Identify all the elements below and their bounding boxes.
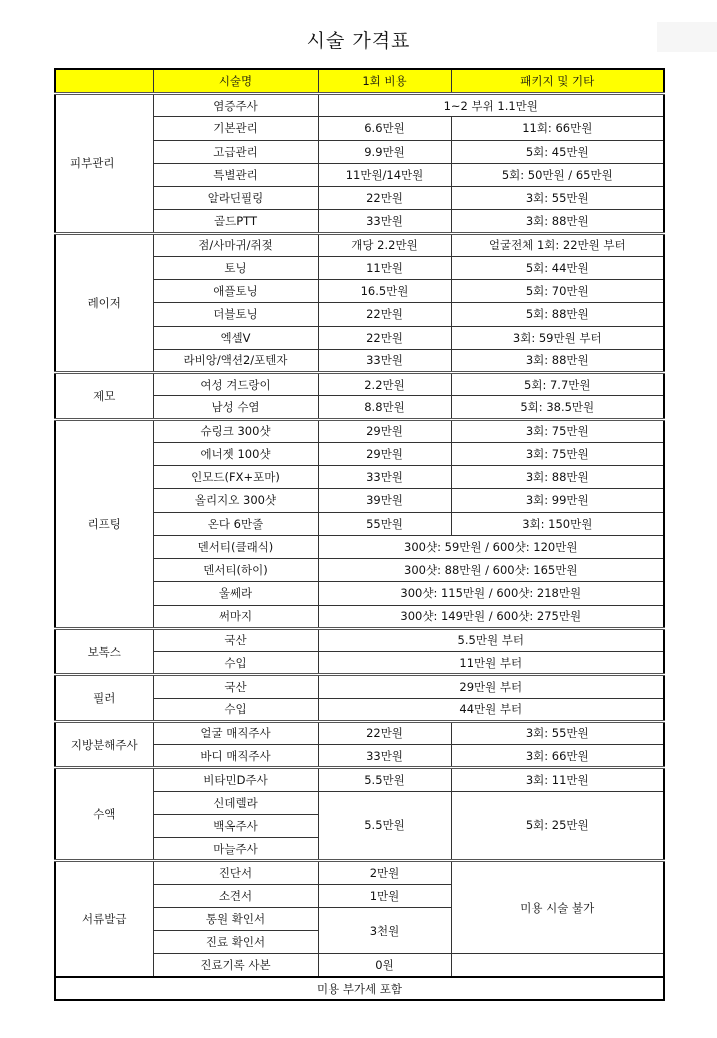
item-price: 22만원 [318, 303, 451, 326]
docs-note: 미용 시술 불가 [451, 861, 664, 954]
category-documents: 서류발급 [55, 861, 153, 977]
category-filler: 필러 [55, 675, 153, 722]
item-name: 통원 확인서 [153, 907, 318, 930]
item-price: 9.9만원 [318, 140, 451, 163]
item-name: 토닝 [153, 256, 318, 279]
header-name: 시술명 [153, 69, 318, 94]
table-row [55, 419, 664, 442]
item-name: 염증주사 [153, 94, 318, 117]
group-price: 5.5만원 [318, 791, 451, 861]
price-table [54, 68, 665, 1001]
item-name: 슈링크 300샷 [153, 419, 318, 442]
vat-note: 미용 부가세 포함 [55, 977, 664, 1000]
item-merged: 5.5만원 부터 [318, 628, 664, 651]
item-price: 22만원 [318, 326, 451, 349]
table-row [55, 675, 664, 698]
item-price: 2만원 [318, 861, 451, 884]
item-price: 22만원 [318, 187, 451, 210]
item-name: 올리지오 300샷 [153, 489, 318, 512]
item-name: 바디 매직주사 [153, 745, 318, 768]
item-name: 고급관리 [153, 140, 318, 163]
corner-shade [657, 22, 717, 52]
item-name: 라비앙/액션2/포텐자 [153, 349, 318, 372]
item-merged: 300샷: 88만원 / 600샷: 165만원 [318, 559, 664, 582]
item-price: 33만원 [318, 349, 451, 372]
table-header-row [55, 69, 664, 94]
item-name: 국산 [153, 628, 318, 651]
item-package: 3회: 75만원 [451, 419, 664, 442]
item-name: 진료 확인서 [153, 931, 318, 954]
group-price: 3천원 [318, 907, 451, 954]
item-name: 에너젯 100샷 [153, 442, 318, 465]
category-laser: 레이저 [55, 233, 153, 373]
item-price: 33만원 [318, 466, 451, 489]
table-row [55, 94, 664, 117]
item-price: 2.2만원 [318, 373, 451, 396]
item-price: 29만원 [318, 419, 451, 442]
item-package: 5회: 45만원 [451, 140, 664, 163]
item-name: 점/사마귀/쥐젖 [153, 233, 318, 256]
category-iv: 수액 [55, 768, 153, 861]
item-price: 29만원 [318, 442, 451, 465]
item-name: 비타민D주사 [153, 768, 318, 791]
item-package: 3회: 66만원 [451, 745, 664, 768]
item-merged: 29만원 부터 [318, 675, 664, 698]
item-price: 5.5만원 [318, 768, 451, 791]
item-package: 3회: 88만원 [451, 466, 664, 489]
header-category [55, 69, 153, 94]
item-price: 55만원 [318, 512, 451, 535]
item-package: 5회: 88만원 [451, 303, 664, 326]
item-name: 기본관리 [153, 117, 318, 140]
category-botox: 보톡스 [55, 628, 153, 675]
header-package: 패키지 및 기타 [451, 69, 664, 94]
item-price: 16.5만원 [318, 280, 451, 303]
item-name: 덴서티(하이) [153, 559, 318, 582]
item-name: 여성 겨드랑이 [153, 373, 318, 396]
item-price: 33만원 [318, 210, 451, 233]
item-package: 3회: 11만원 [451, 768, 664, 791]
table-row [55, 373, 664, 396]
table-row [55, 768, 664, 791]
item-package: 5회: 70만원 [451, 280, 664, 303]
item-name: 덴서티(클래식) [153, 535, 318, 558]
item-name: 신데렐라 [153, 791, 318, 814]
category-lifting: 리프팅 [55, 419, 153, 628]
item-name: 울쎄라 [153, 582, 318, 605]
table-row [55, 233, 664, 256]
category-skin: 피부관리 [55, 94, 153, 234]
empty-cell [451, 954, 664, 977]
item-package: 3회: 55만원 [451, 721, 664, 744]
item-name: 백옥주사 [153, 814, 318, 837]
item-name: 소견서 [153, 884, 318, 907]
item-price: 8.8만원 [318, 396, 451, 419]
item-package: 얼굴전체 1회: 22만원 부터 [451, 233, 664, 256]
item-name: 남성 수염 [153, 396, 318, 419]
item-package: 3회: 55만원 [451, 187, 664, 210]
item-name: 써마지 [153, 605, 318, 628]
item-name: 골드PTT [153, 210, 318, 233]
item-name: 온다 6만줄 [153, 512, 318, 535]
item-name: 인모드(FX+포마) [153, 466, 318, 489]
item-price: 22만원 [318, 721, 451, 744]
page-title: 시술 가격표 [306, 30, 411, 52]
item-package: 5회: 7.7만원 [451, 373, 664, 396]
category-fat-dissolve: 지방분해주사 [55, 721, 153, 768]
item-name: 마늘주사 [153, 838, 318, 861]
item-package: 5회: 44만원 [451, 256, 664, 279]
item-name: 얼굴 매직주사 [153, 721, 318, 744]
item-price: 39만원 [318, 489, 451, 512]
item-name: 국산 [153, 675, 318, 698]
item-package: 3회: 99만원 [451, 489, 664, 512]
item-merged: 300샷: 115만원 / 600샷: 218만원 [318, 582, 664, 605]
table-row [55, 721, 664, 744]
item-package: 3회: 150만원 [451, 512, 664, 535]
category-hair-removal: 제모 [55, 373, 153, 420]
item-merged: 300샷: 149만원 / 600샷: 275만원 [318, 605, 664, 628]
item-package: 3회: 88만원 [451, 210, 664, 233]
item-name: 진료기록 사본 [153, 954, 318, 977]
item-price: 0원 [318, 954, 451, 977]
table-row [55, 628, 664, 651]
item-merged: 44만원 부터 [318, 698, 664, 721]
item-name: 수입 [153, 698, 318, 721]
item-merged: 1~2 부위 1.1만원 [318, 94, 664, 117]
item-package: 5회: 38.5만원 [451, 396, 664, 419]
item-price: 11만원/14만원 [318, 163, 451, 186]
item-package: 3회: 59만원 부터 [451, 326, 664, 349]
item-merged: 300샷: 59만원 / 600샷: 120만원 [318, 535, 664, 558]
item-price: 6.6만원 [318, 117, 451, 140]
header-price: 1회 비용 [318, 69, 451, 94]
item-name: 진단서 [153, 861, 318, 884]
item-package: 11회: 66만원 [451, 117, 664, 140]
item-price: 개당 2.2만원 [318, 233, 451, 256]
item-name: 특별관리 [153, 163, 318, 186]
table-row [55, 861, 664, 884]
item-merged: 11만원 부터 [318, 652, 664, 675]
footer-row [55, 977, 664, 1000]
item-price: 33만원 [318, 745, 451, 768]
item-name: 수입 [153, 652, 318, 675]
item-name: 엑셀V [153, 326, 318, 349]
item-name: 알라딘필링 [153, 187, 318, 210]
item-price: 11만원 [318, 256, 451, 279]
item-name: 더블토닝 [153, 303, 318, 326]
item-package: 5회: 50만원 / 65만원 [451, 163, 664, 186]
item-package: 3회: 75만원 [451, 442, 664, 465]
item-package: 3회: 88만원 [451, 349, 664, 372]
item-price: 1만원 [318, 884, 451, 907]
item-name: 애플토닝 [153, 280, 318, 303]
group-package: 5회: 25만원 [451, 791, 664, 861]
